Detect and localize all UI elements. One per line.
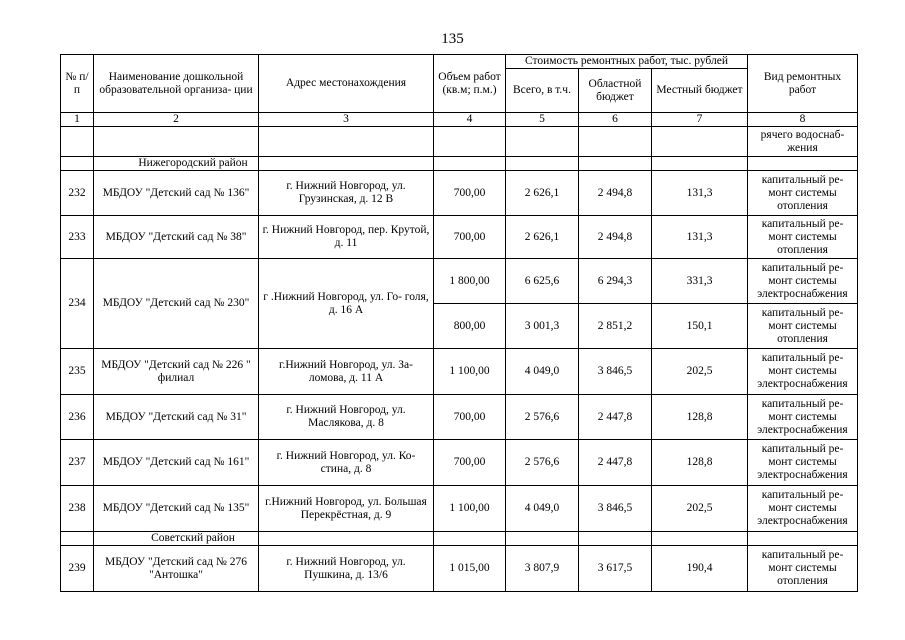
- row-address: г.Нижний Новгород, ул. Большая Перекрёстная, д. 9: [259, 486, 434, 532]
- table-row: [61, 546, 858, 592]
- row-num: 232: [61, 171, 94, 216]
- row-local: 131,3: [652, 216, 748, 259]
- col-number: 7: [652, 113, 748, 127]
- row-address: г. Нижний Новгород, ул. Ко- стина, д. 8: [259, 440, 434, 486]
- header-total: Всего, в т.ч.: [506, 69, 579, 113]
- col-number: 3: [259, 113, 434, 127]
- row-local: 128,8: [652, 395, 748, 440]
- row-regional: 3 617,5: [579, 546, 652, 592]
- carryover-row: [61, 127, 858, 157]
- header-type: Вид ремонтных работ: [748, 55, 858, 113]
- row-local: 202,5: [652, 486, 748, 532]
- col-number: 6: [579, 113, 652, 127]
- row-name: МБДОУ "Детский сад № 136": [94, 171, 259, 216]
- district-row: [61, 157, 858, 171]
- row-type: капитальный ре- монт системы электроснабжения: [748, 486, 858, 532]
- row-type: капитальный ре- монт системы электроснабжения: [748, 440, 858, 486]
- col-number: 5: [506, 113, 579, 127]
- row-regional: 3 846,5: [579, 349, 652, 395]
- header-regional: Областной бюджет: [579, 69, 652, 113]
- row-type: капитальный ре- монт системы отопления: [748, 304, 858, 349]
- row-volume: 700,00: [434, 216, 506, 259]
- row-regional: 6 294,3: [579, 259, 652, 304]
- row-total: 2 626,1: [506, 216, 579, 259]
- row-total: 2 576,6: [506, 440, 579, 486]
- row-name: МБДОУ "Детский сад № 276 "Антошка": [94, 546, 259, 592]
- row-name: МБДОУ "Детский сад № 31": [94, 395, 259, 440]
- row-name: МБДОУ "Детский сад № 230": [94, 259, 259, 349]
- header-num: № п/п: [61, 55, 94, 113]
- column-number-row: [61, 113, 858, 127]
- row-num: 238: [61, 486, 94, 532]
- table-row: [61, 259, 858, 304]
- table-row: [61, 395, 858, 440]
- row-total: 4 049,0: [506, 486, 579, 532]
- row-type: капитальный ре- монт системы электроснабжения: [748, 259, 858, 304]
- row-type: капитальный ре- монт системы отопления: [748, 216, 858, 259]
- header-name: Наименование дошкольной образовательной организа- ции: [94, 55, 259, 113]
- district-name: Нижегородский район: [94, 157, 259, 171]
- row-num: 237: [61, 440, 94, 486]
- row-local: 150,1: [652, 304, 748, 349]
- table-row: [61, 349, 858, 395]
- row-num: 234: [61, 259, 94, 349]
- row-volume: 1 100,00: [434, 486, 506, 532]
- repair-works-table: [60, 54, 858, 592]
- row-total: 2 626,1: [506, 171, 579, 216]
- work-type: рячего водоснаб- жения: [748, 127, 858, 157]
- row-name: МБДОУ "Детский сад № 161": [94, 440, 259, 486]
- row-type: капитальный ре- монт системы электроснабжения: [748, 395, 858, 440]
- row-total: 4 049,0: [506, 349, 579, 395]
- row-volume: 1 100,00: [434, 349, 506, 395]
- row-address: г. Нижний Новгород, пер. Крутой, д. 11: [259, 216, 434, 259]
- row-type: капитальный ре- монт системы отопления: [748, 171, 858, 216]
- table-row: [61, 216, 858, 259]
- header-address: Адрес местонахождения: [259, 55, 434, 113]
- row-address: г. Нижний Новгород, ул. Маслякова, д. 8: [259, 395, 434, 440]
- row-volume: 800,00: [434, 304, 506, 349]
- row-total: 2 576,6: [506, 395, 579, 440]
- col-number: 4: [434, 113, 506, 127]
- district-row: [61, 532, 858, 546]
- row-local: 190,4: [652, 546, 748, 592]
- page-number: 135: [441, 31, 464, 47]
- row-regional: 2 494,8: [579, 216, 652, 259]
- row-regional: 2 447,8: [579, 440, 652, 486]
- row-type: капитальный ре- монт системы электроснабжения: [748, 349, 858, 395]
- row-total: 6 625,6: [506, 259, 579, 304]
- row-regional: 2 851,2: [579, 304, 652, 349]
- row-total: 3 807,9: [506, 546, 579, 592]
- row-volume: 1 015,00: [434, 546, 506, 592]
- row-local: 202,5: [652, 349, 748, 395]
- row-regional: 2 447,8: [579, 395, 652, 440]
- row-name: МБДОУ "Детский сад № 135": [94, 486, 259, 532]
- row-name: МБДОУ "Детский сад № 38": [94, 216, 259, 259]
- row-num: 239: [61, 546, 94, 592]
- row-address: г. Нижний Новгород, ул. Пушкина, д. 13/6: [259, 546, 434, 592]
- row-num: 233: [61, 216, 94, 259]
- row-volume: 700,00: [434, 171, 506, 216]
- table-row: [61, 171, 858, 216]
- row-address: г.Нижний Новгород, ул. За- ломова, д. 11 А: [259, 349, 434, 395]
- header-local: Местный бюджет: [652, 69, 748, 113]
- header-volume: Объем работ (кв.м; п.м.): [434, 55, 506, 113]
- col-number: 1: [61, 113, 94, 127]
- row-num: 236: [61, 395, 94, 440]
- table-row: [61, 486, 858, 532]
- row-local: 128,8: [652, 440, 748, 486]
- row-regional: 2 494,8: [579, 171, 652, 216]
- row-name: МБДОУ "Детский сад № 226 " филиал: [94, 349, 259, 395]
- district-name: Советский район: [94, 532, 259, 546]
- row-type: капитальный ре- монт системы отопления: [748, 546, 858, 592]
- row-total: 3 001,3: [506, 304, 579, 349]
- row-local: 131,3: [652, 171, 748, 216]
- header-cost-group: Стоимость ремонтных работ, тыс. рублей: [506, 55, 748, 69]
- row-volume: 1 800,00: [434, 259, 506, 304]
- col-number: 2: [94, 113, 259, 127]
- row-address: г .Нижний Новгород, ул. Го- голя, д. 16 А: [259, 259, 434, 349]
- table-row: [61, 440, 858, 486]
- col-number: 8: [748, 113, 858, 127]
- row-local: 331,3: [652, 259, 748, 304]
- row-volume: 700,00: [434, 395, 506, 440]
- row-num: 235: [61, 349, 94, 395]
- row-address: г. Нижний Новгород, ул. Грузинская, д. 12 В: [259, 171, 434, 216]
- row-volume: 700,00: [434, 440, 506, 486]
- row-regional: 3 846,5: [579, 486, 652, 532]
